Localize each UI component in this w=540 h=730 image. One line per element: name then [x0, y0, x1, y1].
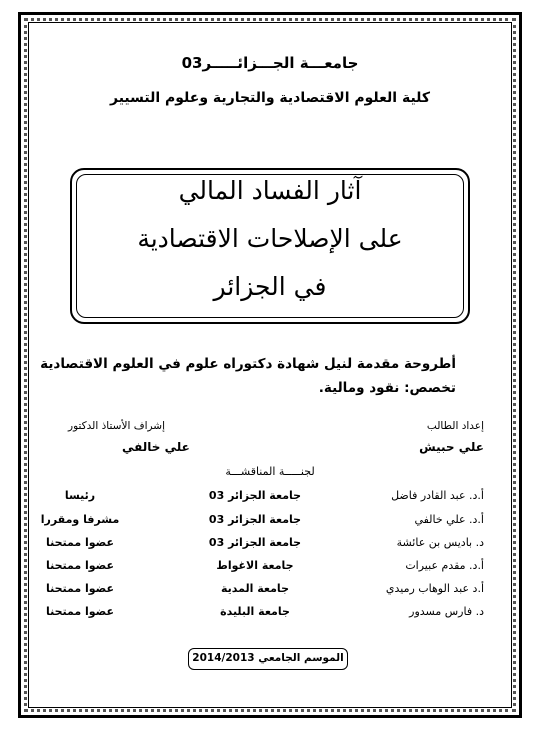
university-name: جامعـــة الجـــزائـــــر03	[181, 54, 359, 72]
committee-member-institution: جامعة المدية	[220, 582, 289, 595]
committee-member-institution: جامعة الجزائر 03	[208, 513, 302, 526]
committee-member-name: د. باديس بن عائشة	[396, 536, 484, 549]
student-name: علي حبيش	[419, 440, 484, 454]
committee-member-institution: جامعة الجزائر 03	[208, 536, 302, 549]
committee-member-role: عضوا ممتحنا	[45, 536, 115, 549]
committee-member-role: عضوا ممتحنا	[45, 559, 115, 572]
academic-year: الموسم الجامعي 2014/2013	[192, 652, 344, 664]
committee-member-name: أ.د. عبد القادر فاضل	[391, 489, 484, 502]
specialization: تخصص: نقود ومالية.	[318, 380, 456, 396]
supervisor-name: علي خالفي	[122, 440, 190, 454]
committee-member-name: أ.د. مقدم عبيرات	[405, 559, 484, 572]
committee-member-institution: جامعة الجزائر 03	[208, 489, 302, 502]
supervisor-label: إشراف الأستاذ الدكتور	[68, 420, 166, 432]
student-label: إعداد الطالب	[426, 420, 484, 432]
thesis-title-line-2: على الإصلاحات الاقتصادية	[137, 224, 403, 253]
thesis-title-line-3: في الجزائر	[213, 272, 327, 301]
committee-member-institution: جامعة الاغواط	[216, 559, 294, 572]
committee-member-name: أ.د عبد الوهاب رميدي	[385, 582, 484, 595]
thesis-title-line-1: آثار الفساد المالي	[178, 176, 362, 205]
committee-member-role: رئيسا	[64, 489, 96, 502]
committee-heading: لجنـــــة المناقشـــة	[225, 465, 315, 478]
degree-statement: أطروحة مقدمة لنيل شهادة دكتوراه علوم في العلوم الاقتصادية	[40, 356, 456, 372]
committee-member-role: مشرفا ومقررا	[40, 513, 120, 526]
committee-member-institution: جامعة البليدة	[220, 605, 290, 618]
faculty-name: كلية العلوم الاقتصادية والتجارية وعلوم التسيير	[109, 90, 431, 106]
committee-member-name: د. فارس مسدور	[409, 605, 484, 618]
committee-member-role: عضوا ممتحنا	[45, 605, 115, 618]
committee-member-name: أ.د. علي خالفي	[414, 513, 484, 526]
committee-member-role: عضوا ممتحنا	[45, 582, 115, 595]
